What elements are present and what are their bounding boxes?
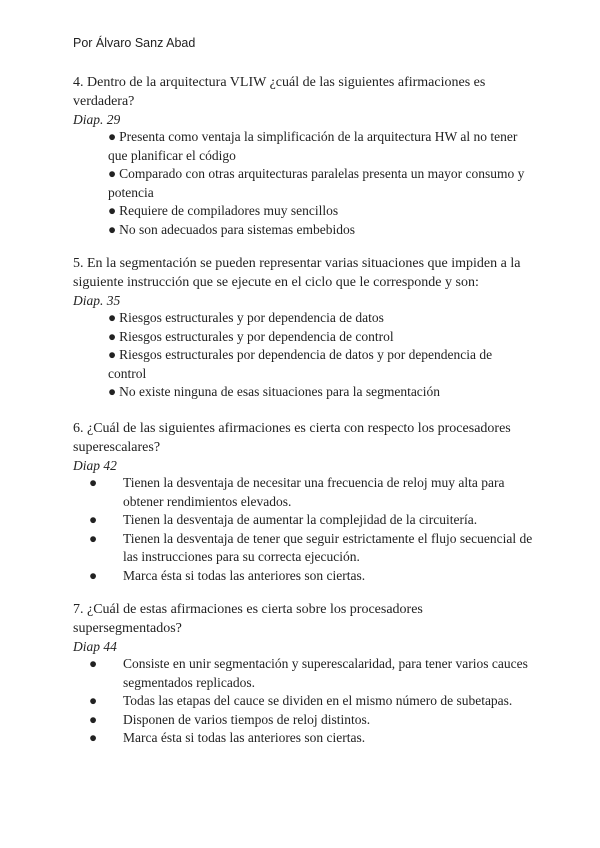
- option-item: ● No existe ninguna de esas situaciones para la segmentación: [108, 384, 441, 399]
- options-list: [73, 309, 533, 402]
- option-item: ● Todas las etapas del cauce se dividen en el mismo número de subetapas.: [89, 692, 533, 711]
- bullet-icon: ●: [89, 475, 98, 490]
- slide-reference: Diap 42: [73, 458, 117, 473]
- question-text: 6. ¿Cuál de las siguientes afirmaciones es cierta con respecto los procesadores superescalares?: [73, 421, 511, 455]
- slide-reference: Diap 44: [73, 639, 117, 654]
- option-item: ● Comparado con otras arquitecturas paralelas presenta un mayor consumo y potencia: [108, 166, 525, 200]
- bullet-icon: ●: [108, 328, 117, 344]
- bullet-icon: ●: [89, 567, 98, 583]
- option-item: ● Riesgos estructurales y por dependencia de control: [108, 328, 394, 344]
- question-7: [73, 600, 533, 748]
- bullet-icon: ●: [89, 512, 98, 527]
- option-item: ● Consiste en unir segmentación y superescalaridad, para tener varios cauces segmentados replicados.: [89, 656, 528, 690]
- bullet-icon: ●: [89, 656, 98, 671]
- options-list: [73, 128, 533, 239]
- bullet-icon: ●: [108, 221, 117, 237]
- question-6: [73, 419, 533, 585]
- question-5: [73, 254, 533, 402]
- option-item: ● Requiere de compiladores muy sencillos: [108, 203, 339, 218]
- question-text: 5. En la segmentación se pueden representar varias situaciones que impiden a la siguiente instrucción que se ejecute en el ciclo que le corresponde y son:: [73, 256, 521, 290]
- option-item: ● Riesgos estructurales y por dependencia de datos: [108, 310, 384, 325]
- question-text: 4. Dentro de la arquitectura VLIW ¿cuál de las siguientes afirmaciones es verdadera?: [73, 75, 486, 109]
- options-list: [73, 474, 533, 585]
- author-header: Por Álvaro Sanz Abad: [73, 36, 196, 50]
- bullet-icon: ●: [108, 384, 117, 399]
- options-list: [73, 655, 533, 748]
- bullet-icon: ●: [89, 730, 98, 745]
- slide-reference: Diap. 29: [73, 112, 121, 127]
- option-item: ● Tienen la desventaja de necesitar una frecuencia de reloj muy alta para obtener rendimientos elevados.: [89, 475, 505, 509]
- option-item: ● Marca ésta si todas las anteriores son ciertas.: [89, 729, 533, 748]
- option-item: ● Tienen la desventaja de tener que seguir estrictamente el flujo secuencial de las instrucciones para su correcta ejecución.: [89, 530, 533, 564]
- option-item: ● Riesgos estructurales por dependencia de datos y por dependencia de control: [108, 347, 493, 381]
- bullet-icon: ●: [89, 693, 98, 708]
- bullet-icon: ●: [108, 310, 117, 325]
- bullet-icon: ●: [89, 711, 98, 727]
- option-item: ● No son adecuados para sistemas embebidos: [108, 221, 355, 237]
- bullet-icon: ●: [108, 347, 117, 362]
- option-item: ● Disponen de varios tiempos de reloj distintos.: [89, 711, 533, 730]
- bullet-icon: ●: [108, 166, 117, 181]
- bullet-icon: ●: [108, 129, 117, 144]
- bullet-icon: ●: [108, 203, 117, 218]
- question-4: [73, 73, 533, 239]
- option-item: ● Tienen la desventaja de aumentar la complejidad de la circuitería.: [89, 511, 533, 530]
- option-item: ● Presenta como ventaja la simplificación de la arquitectura HW al no tener que planificar el código: [108, 129, 518, 163]
- question-text: 7. ¿Cuál de estas afirmaciones es cierta sobre los procesadores supersegmentados?: [73, 602, 423, 636]
- slide-reference: Diap. 35: [73, 293, 121, 308]
- bullet-icon: ●: [89, 530, 98, 546]
- option-item: ● Marca ésta si todas las anteriores son ciertas.: [89, 567, 533, 586]
